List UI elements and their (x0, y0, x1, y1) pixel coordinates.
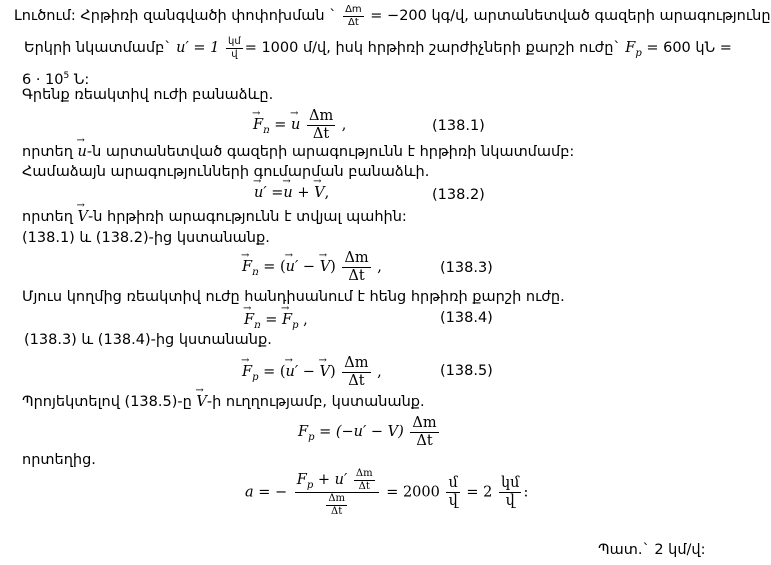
den-fraction: $\frac{\Delta m}{\Delta t}$ (328, 493, 346, 517)
eq: = ( (258, 259, 286, 276)
tail: , (372, 259, 382, 276)
eq: = (260, 312, 283, 328)
kmps-unit: $\frac{\text{կմ}}{\text{վ}}$ (228, 36, 241, 60)
fraction: $\frac{\Delta m}{\Delta t}$ (344, 355, 369, 389)
u-prime: + u′ (313, 472, 352, 488)
text: -ն հրթիռի արագությունն է տվյալ պահին: (87, 209, 407, 225)
u-vector: → u (283, 183, 292, 203)
equation-138-3 (242, 250, 382, 284)
fp-sub: p (635, 47, 642, 59)
fp: F (298, 424, 309, 441)
force-vector: → F (242, 257, 252, 277)
line-8: (138.1) և (138.2)-ից կստանանք. (22, 230, 270, 246)
line-11 (22, 392, 425, 412)
line-5 (22, 142, 574, 162)
line-10: (138.3) և (138.4)-ից կստանանք. (24, 332, 272, 348)
text: -ի ուղղությամբ, կստանանք. (206, 394, 425, 410)
eq: = ( (258, 364, 286, 381)
text: = −200 կգ/վ, արտանետված գազերի արագությունը (370, 8, 771, 24)
fraction: $\frac{\Delta m}{\Delta t}$ (412, 415, 437, 449)
v-vector: → V (196, 392, 206, 412)
fraction: $\frac{\Delta m}{\Delta t}$ (344, 250, 369, 284)
u-vector: → u (291, 115, 300, 135)
close: ) (330, 259, 336, 276)
text: -ն արտանետված գազերի արագությունն է հրթիռի նկատմամբ: (86, 144, 575, 160)
v-vector: → V (320, 362, 330, 382)
eq-label-138-4: (138.4) (440, 310, 493, 326)
fp-vector: → F (282, 310, 292, 330)
exponent: 5 (63, 71, 70, 81)
tail: , (298, 312, 308, 328)
v-vector: → V (320, 257, 330, 277)
sub: p (306, 479, 314, 491)
close: ) (330, 364, 336, 381)
fraction: $\frac{\Delta m}{\Delta t}$ (308, 108, 334, 142)
small-fraction: $\frac{\Delta m}{\Delta t}$ (355, 468, 373, 492)
u-vector: → u (286, 362, 295, 382)
intro-line-2 (24, 36, 732, 64)
u-vector: → u (286, 257, 295, 277)
eq-label-138-2: (138.2) (432, 187, 485, 203)
line-6: Համաձայն արագությունների գումարման բանաձևի. (22, 164, 430, 180)
value: = 2000 (386, 484, 440, 501)
sub: p (292, 319, 299, 331)
sub: p (252, 372, 259, 384)
u-vector: → u (78, 142, 87, 162)
mid: ′ − (295, 259, 320, 276)
value2: = 2 (466, 484, 493, 501)
mass-rate-fraction: $\frac{\Delta m}{\Delta t}$ (345, 4, 362, 28)
line-12: որտեղից. (22, 452, 96, 468)
unit-kmps: $\frac{\text{կմ}}{\text{վ}}$ (501, 475, 520, 509)
text: որտեղ (22, 209, 78, 225)
v-vector: → V (314, 183, 324, 203)
fp-value: = 600 կՆ = (646, 40, 732, 56)
intro-line-1 (14, 4, 771, 28)
eq: = (269, 117, 292, 134)
line-7 (22, 207, 407, 227)
equation-acceleration (245, 468, 528, 517)
u-prime: u′ = 1 (176, 40, 225, 56)
force-vector: → F (244, 310, 254, 330)
unit: Ն: (69, 71, 90, 88)
rhs: = (−u′ − V) (314, 424, 404, 441)
tail: , (337, 117, 347, 134)
unit-mps: $\frac{\text{մ}}{\text{վ}}$ (448, 475, 458, 509)
equation-138-5 (242, 355, 382, 389)
text: Լուծում: Հրթիռի զանգվածի փոփոխման ` (14, 8, 337, 24)
eq-label-138-1: (138.1) (432, 118, 485, 134)
text: Երկրի նկատմամբ` (24, 40, 177, 56)
text: = 1000 մ/վ, իսկ հրթիռի շարժիչների քարշի ուժը` (244, 40, 626, 56)
sub: ռ (254, 319, 261, 331)
tail: , (372, 364, 382, 381)
answer: Պատ.` 2 կմ/վ: (598, 542, 706, 558)
u-prime-vector: → u′ = (254, 183, 283, 203)
line-9: Մյուս կողմից ռեակտիվ ուժը հանդիսանում է հենց հրթիռի քարշի ուժը. (22, 289, 565, 305)
plus: + (292, 185, 315, 201)
equation-projected (298, 415, 441, 449)
eq-label-138-5: (138.5) (440, 363, 493, 379)
sub: p (308, 432, 315, 444)
a-lhs: a = − (245, 484, 288, 501)
fp: F (296, 472, 307, 488)
line-4: Գրենք ռեակտիվ ուժի բանաձևը. (22, 87, 274, 103)
main-fraction (295, 468, 379, 517)
tail: : (523, 484, 529, 501)
text: որտեղ (22, 144, 78, 160)
equation-138-2 (254, 183, 329, 203)
v-vector: → V (78, 207, 88, 227)
fp-symbol: F (625, 40, 636, 56)
equation-138-1 (253, 108, 346, 142)
sub: ռ (263, 125, 270, 137)
base: 6 · 10 (22, 71, 64, 88)
eq-label-138-3: (138.3) (440, 260, 493, 276)
force-vector: → F (253, 115, 263, 135)
sub: ռ (252, 267, 259, 279)
fp-vector: → F (242, 362, 252, 382)
mid: ′ − (294, 364, 320, 381)
tail: , (324, 185, 330, 201)
text: Պրոյեկտելով (138.5)-ը (22, 394, 197, 410)
